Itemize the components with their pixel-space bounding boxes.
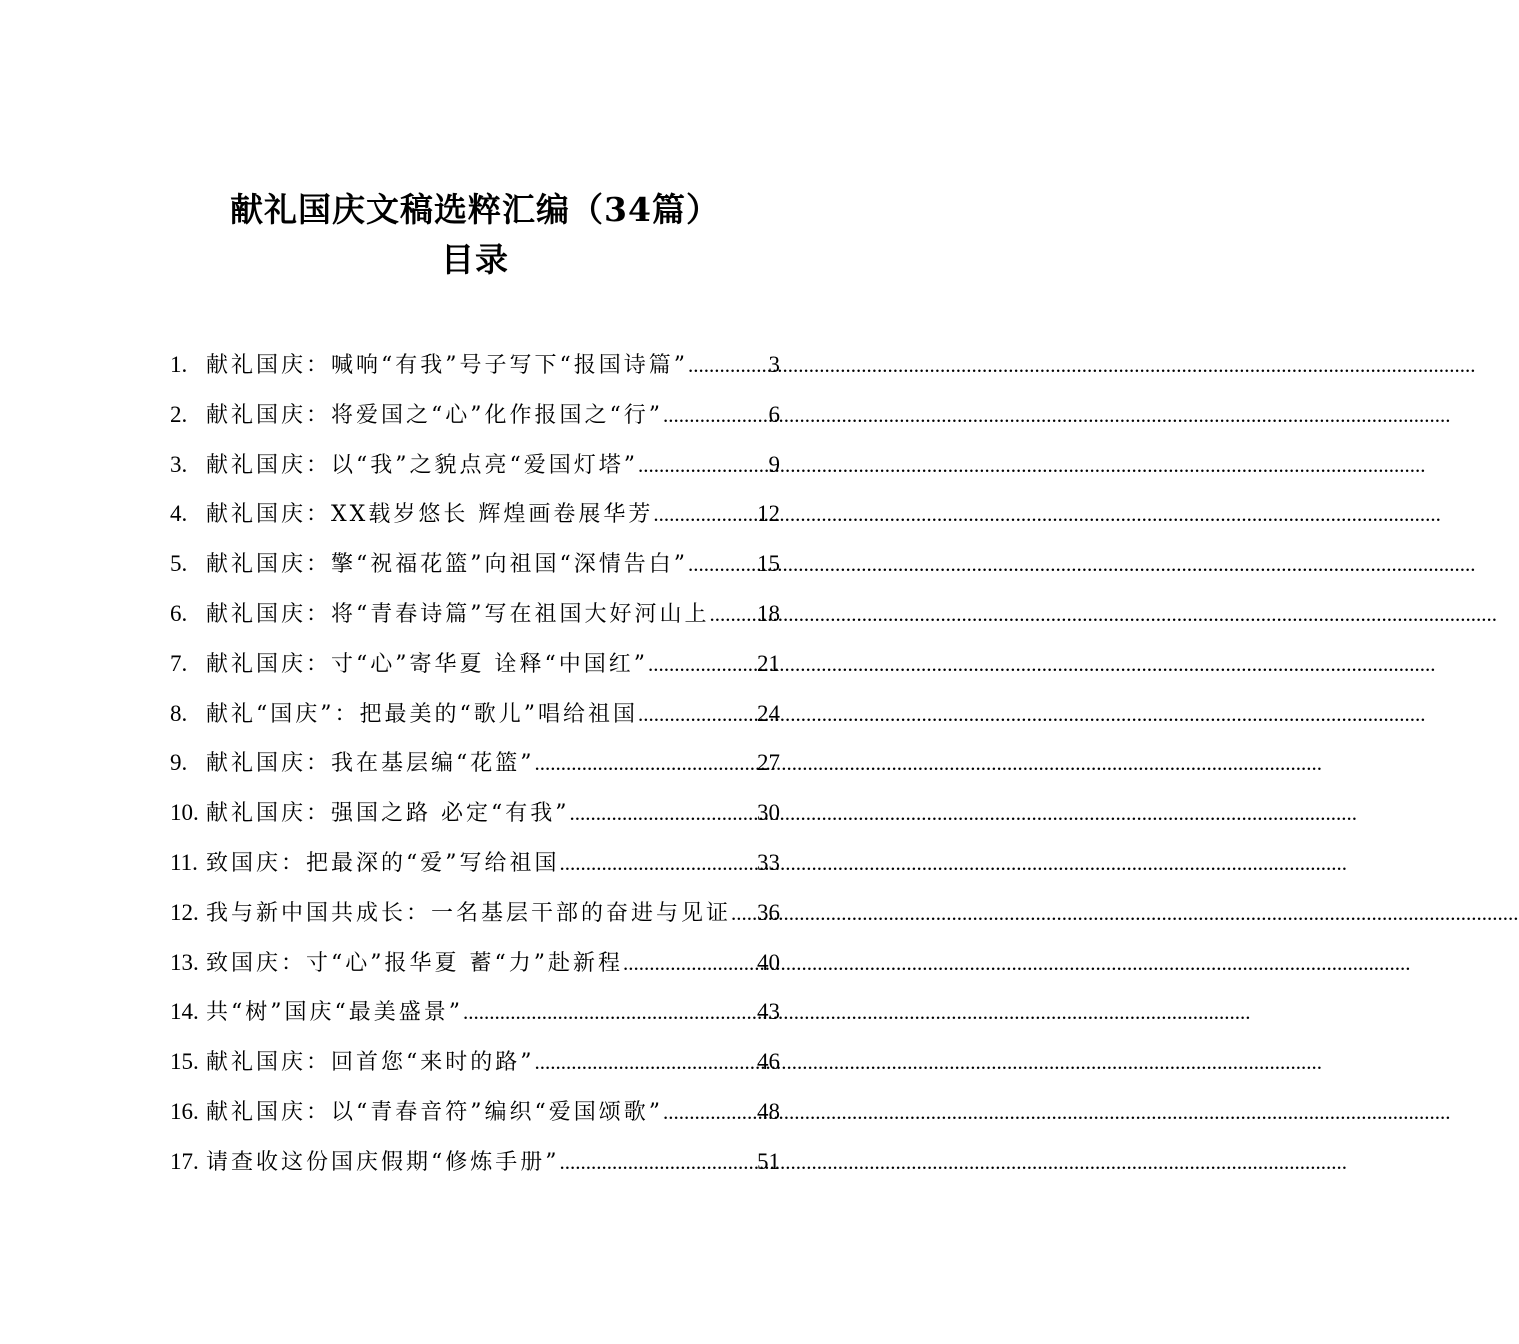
toc-entry-number: 1.: [170, 352, 188, 377]
toc-entry-title: 请查收这份国庆假期“修炼手册”: [206, 1149, 560, 1175]
toc-leader-dots: [570, 789, 758, 839]
toc-leader-dots: [638, 690, 757, 740]
toc-entry[interactable]: [170, 838, 780, 888]
toc-leader-dots: [731, 889, 757, 939]
toc-entry-page: 21: [757, 650, 780, 676]
toc-entry-number: 11.: [170, 849, 198, 875]
toc-entry-title: 献礼国庆：寸“心”寄华夏 诠释“中国红”: [206, 651, 648, 677]
toc-entry-page: 30: [757, 800, 780, 826]
toc-entry-number: 6.: [170, 600, 188, 626]
toc-entry[interactable]: [170, 1087, 780, 1137]
toc-entry-title: 献礼国庆：我在基层编“花篮”: [206, 751, 535, 777]
toc-leader-dots: [663, 1088, 757, 1138]
toc-entry-page: 27: [757, 750, 780, 776]
toc-entry-title: 致国庆：寸“心”报华夏 蓄“力”赴新程: [206, 950, 623, 976]
toc-entry-page: 46: [757, 1049, 780, 1075]
toc-entry[interactable]: [170, 1137, 780, 1187]
toc-entry-number: 15.: [170, 1049, 199, 1075]
toc-leader-dots: [535, 739, 758, 789]
toc-entry[interactable]: [170, 738, 780, 788]
toc-entry-page: 9: [768, 451, 780, 477]
document-title: 献礼国庆文稿选粹汇编（34篇）: [230, 190, 720, 229]
toc-leader-dots: [623, 939, 757, 989]
toc-entry-number: 7.: [170, 650, 188, 676]
toc-leader-dots: [463, 988, 757, 1038]
toc-entry[interactable]: [170, 1037, 780, 1087]
toc-entry-page: 3: [768, 352, 780, 377]
toc-entry[interactable]: [170, 689, 780, 739]
toc-entry-number: 3.: [170, 451, 188, 477]
toc-entry-number: 13.: [170, 949, 199, 975]
toc-entry-title: 献礼国庆：将爱国之“心”化作报国之“行”: [206, 402, 663, 428]
toc-entry-title: 致国庆：把最深的“爱”写给祖国: [206, 850, 560, 876]
toc-entry-page: 40: [757, 949, 780, 975]
toc-entry-page: 24: [757, 700, 780, 726]
toc-entry-number: 14.: [170, 999, 199, 1025]
toc-leader-dots: [653, 490, 757, 540]
toc-leader-dots: [688, 341, 769, 391]
toc-leader-dots: [648, 640, 757, 690]
toc-entry-number: 5.: [170, 551, 188, 577]
toc-leader-dots: [710, 590, 758, 640]
toc-entry-title: 献礼国庆：喊响“有我”号子写下“报国诗篇”: [206, 353, 688, 378]
toc-entry-page: 33: [757, 849, 780, 875]
toc-entry-title: 献礼国庆：回首您“来时的路”: [206, 1050, 535, 1076]
table-of-contents: [170, 340, 780, 1187]
toc-entry-page: 36: [757, 899, 780, 925]
toc-entry-page: 15: [757, 551, 780, 577]
toc-entry-number: 8.: [170, 700, 188, 726]
toc-heading: 目录: [441, 240, 509, 279]
toc-entry-title: 献礼国庆：强国之路 必定“有我”: [206, 801, 570, 827]
toc-entry-number: 2.: [170, 401, 188, 427]
toc-entry-title: 献礼国庆：擎“祝福花篮”向祖国“深情告白”: [206, 552, 688, 578]
toc-entry-title: 献礼“国庆”：把最美的“歌儿”唱给祖国: [206, 701, 638, 727]
toc-entry-page: 6: [768, 401, 780, 427]
toc-entry-page: 18: [757, 600, 780, 626]
toc-entry-number: 9.: [170, 750, 188, 776]
toc-entry-title: 献礼国庆：XX载岁悠长 辉煌画卷展华芳: [206, 502, 654, 528]
toc-entry-number: 10.: [170, 800, 199, 826]
toc-entry[interactable]: [170, 440, 780, 490]
toc-entry[interactable]: [170, 888, 780, 938]
toc-leader-dots: [560, 1138, 758, 1188]
toc-entry[interactable]: [170, 938, 780, 988]
toc-entry-page: 51: [757, 1148, 780, 1174]
toc-entry[interactable]: [170, 340, 780, 390]
toc-entry[interactable]: [170, 390, 780, 440]
toc-entry-title: 共“树”国庆“最美盛景”: [206, 1000, 463, 1026]
toc-entry-number: 17.: [170, 1148, 199, 1174]
toc-entry[interactable]: [170, 987, 780, 1037]
toc-entry-page: 12: [757, 501, 780, 527]
toc-entry-page: 43: [757, 999, 780, 1025]
toc-entry[interactable]: [170, 639, 780, 689]
toc-entry-number: 12.: [170, 899, 199, 925]
toc-entry-title: 我与新中国共成长：一名基层干部的奋进与见证: [206, 900, 732, 926]
toc-entry-number: 16.: [170, 1098, 199, 1124]
toc-entry[interactable]: [170, 788, 780, 838]
toc-entry-number: 4.: [170, 501, 188, 527]
toc-entry-title: 献礼国庆：将“青春诗篇”写在祖国大好河山上: [206, 601, 710, 627]
toc-leader-dots: [688, 540, 757, 590]
toc-entry-page: 48: [757, 1098, 780, 1124]
toc-leader-dots: [535, 1038, 758, 1088]
toc-leader-dots: [663, 391, 769, 441]
toc-leader-dots: [560, 839, 758, 889]
toc-entry[interactable]: [170, 539, 780, 589]
toc-leader-dots: [638, 441, 769, 491]
toc-entry-title: 献礼国庆：以“青春音符”编织“爱国颂歌”: [206, 1099, 663, 1125]
toc-entry[interactable]: [170, 589, 780, 639]
toc-entry[interactable]: [170, 489, 780, 539]
toc-entry-title: 献礼国庆：以“我”之貌点亮“爱国灯塔”: [206, 452, 638, 478]
